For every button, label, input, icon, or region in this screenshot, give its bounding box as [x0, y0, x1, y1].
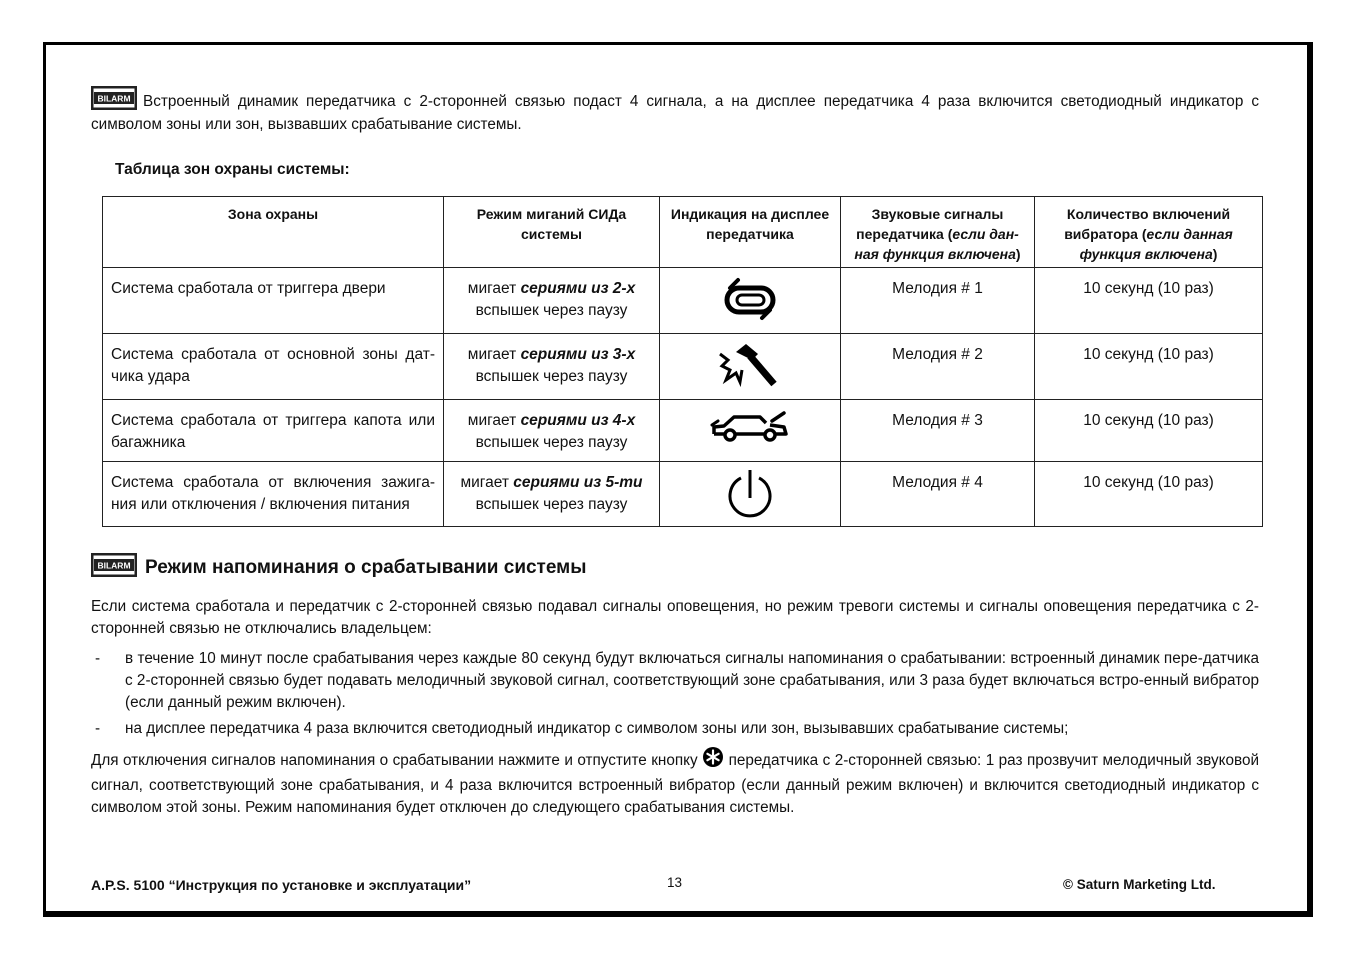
- melody-cell: Мелодия # 3: [841, 400, 1035, 462]
- reminder-paragraph-1: Если система сработала и передатчик с 2-сторонней связью подавал сигналы оповещения, но режим тревоги системы и сигналы оповещения передатчика с 2-сторонней связью не отключались владельцем:: [91, 598, 1259, 637]
- header-display: Индикация на дисплее передатчика: [660, 197, 841, 268]
- header-zone: Зона охраны: [103, 197, 444, 268]
- vibro-cell: 10 секунд (10 раз): [1035, 462, 1263, 527]
- car-hood-trunk-icon: [660, 400, 841, 462]
- melody-cell: Мелодия # 1: [841, 268, 1035, 334]
- melody-cell: Мелодия # 2: [841, 334, 1035, 400]
- table-row: [103, 334, 1263, 400]
- bilarm-logo: [91, 553, 137, 577]
- table-title: Таблица зон охраны системы:: [115, 161, 350, 178]
- reminder-paragraph-2: Для отключения сигналов напоминания о срабатывании нажмите и отпустите кнопку передатчика с 2-сторонней связью: 1 раз прозвучит мелодичный звуковой сигнал, соответствующий зоне срабатывания, и 4 раза включится встроенный вибратор (если данный режим включен) и включится светодиодный индикатор с символом этой зоны. Режим напоминания будет отключен до следующего срабатывания системы.: [91, 746, 1259, 819]
- svg-text:BILARM: BILARM: [97, 93, 131, 104]
- bullet-text: в течение 10 минут после срабатывания через каждые 80 секунд будут включаться сигналы напоминания о срабатывании: встроенный динамик пере-датчика с 2-сторонней связью будет подавать мелодичный звуковой сигнал, соответствующий зоне срабатывания, или 3 раза будет включаться встро-енный вибратор (если данный режим включен).: [125, 650, 1259, 711]
- blink-cell: мигает сериями из 4-х вспышек через паузу: [444, 400, 660, 462]
- star-button-icon: [702, 746, 724, 775]
- footer-copyright: © Saturn Marketing Ltd.: [1063, 877, 1216, 892]
- svg-text:BILARM: BILARM: [97, 560, 131, 571]
- header-sound: Звуковые сигналы передатчика (если дан-ная функция включена): [841, 197, 1035, 268]
- page-number: 13: [667, 875, 683, 890]
- door-icon: [660, 268, 841, 334]
- zone-cell: Система сработала от триггера капота или багажника: [103, 400, 444, 462]
- footer-title: A.P.S. 5100 “Инструкция по установке и эксплуатации”: [91, 877, 472, 893]
- power-icon: [660, 462, 841, 527]
- list-item: [91, 648, 1259, 714]
- table-row: [103, 462, 1263, 527]
- zone-cell: Система сработала от включения зажига-ния или отключения / включения питания: [103, 462, 444, 527]
- zone-cell: Система сработала от основной зоны дат-чика удара: [103, 334, 444, 400]
- shock-hammer-icon: [660, 334, 841, 400]
- zone-cell: Система сработала от триггера двери: [103, 268, 444, 334]
- blink-cell: мигает сериями из 2-х вспышек через паузу: [444, 268, 660, 334]
- bilarm-logo: [91, 86, 137, 110]
- blink-cell: мигает сериями из 5-ти вспышек через паузу: [444, 462, 660, 527]
- melody-cell: Мелодия # 4: [841, 462, 1035, 527]
- header-vibro: Количество включений вибратора (если данная функция включена): [1035, 197, 1263, 268]
- blink-cell: мигает сериями из 3-х вспышек через паузу: [444, 334, 660, 400]
- bullet-dash: -: [95, 650, 101, 667]
- vibro-cell: 10 секунд (10 раз): [1035, 334, 1263, 400]
- table-header-row: [103, 197, 1263, 268]
- vibro-cell: 10 секунд (10 раз): [1035, 268, 1263, 334]
- bullet-text: на дисплее передатчика 4 раза включится светодиодный индикатор с символом зоны или зон, вызывавших срабатывание системы;: [125, 720, 1069, 737]
- table-row: [103, 400, 1263, 462]
- header-blink: Режим миганий СИДа системы: [444, 197, 660, 268]
- intro-text: Встроенный динамик передатчика с 2-сторонней связью подаст 4 сигнала, а на дисплее передатчика 4 раза включится светодиодный индикатор с символом зоны или зон, вызвавших срабатывание системы.: [91, 93, 1259, 133]
- intro-paragraph: [91, 90, 1259, 136]
- reminder-heading: [91, 556, 586, 580]
- vibro-cell: 10 секунд (10 раз): [1035, 400, 1263, 462]
- bullet-dash: -: [95, 720, 101, 737]
- reminder-heading-text: Режим напоминания о срабатывании системы: [145, 557, 587, 579]
- table-row: [103, 268, 1263, 334]
- zones-table: [102, 196, 1263, 527]
- list-item: [91, 718, 1259, 740]
